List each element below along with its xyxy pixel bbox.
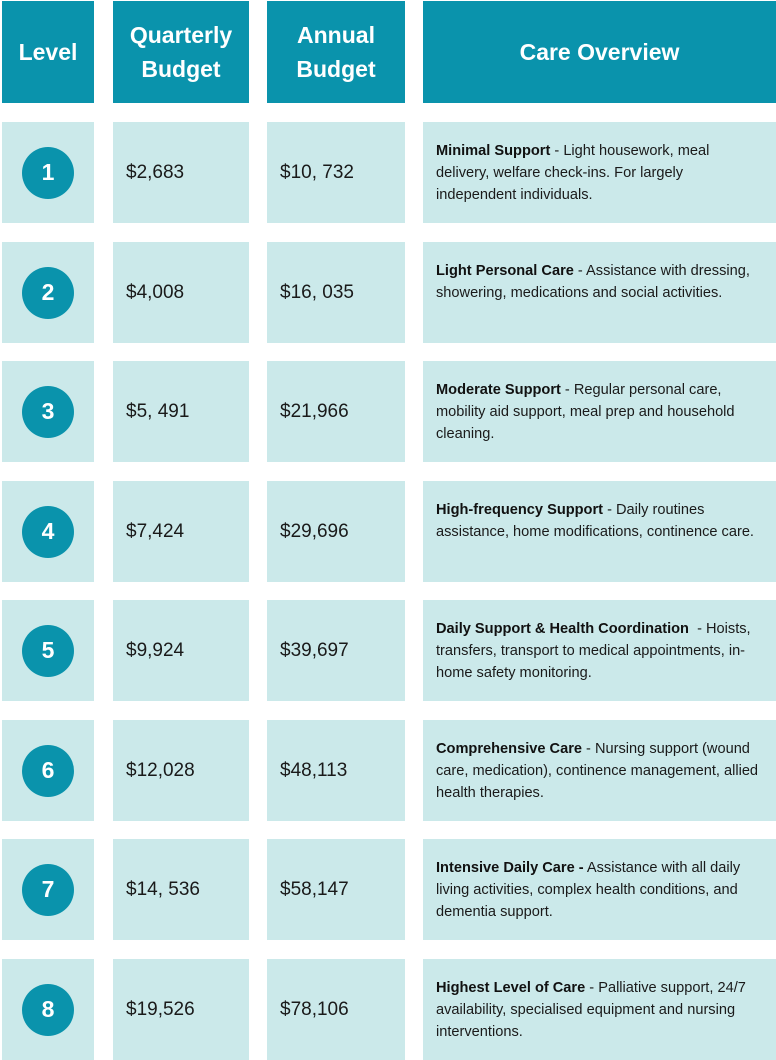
- care-overview-separator: -: [560, 382, 574, 398]
- care-overview-title: High-frequency Support: [436, 502, 604, 518]
- care-overview-cell: [423, 361, 776, 462]
- annual-budget-value: $39,697: [280, 639, 349, 661]
- quarterly-budget-cell: [113, 839, 249, 940]
- annual-budget-cell: [267, 720, 405, 821]
- annual-budget-value: $78,106: [280, 998, 349, 1020]
- level-badge: 3: [22, 386, 74, 438]
- header-overview-label: Care Overview: [519, 39, 680, 65]
- level-badge: 6: [22, 745, 74, 797]
- annual-budget-value: $10, 732: [280, 161, 354, 183]
- level-cell: [2, 839, 94, 940]
- level-badge: 7: [22, 864, 74, 916]
- care-overview-text: Hoists, transfers, transport to medical appointments, in-home safety monitoring.: [436, 621, 751, 681]
- level-cell: [2, 242, 94, 343]
- annual-budget-value: $29,696: [280, 520, 349, 542]
- header-quarterly-label: [130, 18, 232, 86]
- level-cell: [2, 959, 94, 1060]
- care-overview-cell: [423, 242, 776, 343]
- care-overview-title: Moderate Support: [436, 382, 561, 398]
- care-overview-text: Palliative support, 24/7 availability, specialised equipment and nursing interventions.: [436, 980, 746, 1040]
- care-overview-cell: [423, 720, 776, 821]
- header-annual-line2: Budget: [296, 56, 376, 82]
- quarterly-budget-value: $7,424: [126, 520, 185, 542]
- quarterly-budget-cell: [113, 600, 249, 701]
- annual-budget-cell: [267, 122, 405, 223]
- header-level-label: Level: [18, 39, 78, 65]
- annual-budget-cell: [267, 481, 405, 582]
- care-overview-cell: [423, 959, 776, 1060]
- care-overview-title: Daily Support & Health Coordination: [436, 621, 689, 637]
- annual-budget-cell: [267, 361, 405, 462]
- care-overview-text: Regular personal care, mobility aid support, meal prep and household cleaning.: [436, 382, 735, 442]
- care-overview-text: Light housework, meal delivery, welfare check-ins. For largely independent individuals.: [436, 143, 710, 203]
- quarterly-budget-value: $12,028: [126, 759, 195, 781]
- care-overview-cell: [423, 839, 776, 940]
- level-badge: 4: [22, 506, 74, 558]
- header-level: [2, 1, 94, 103]
- level-cell: [2, 720, 94, 821]
- header-care-overview: [423, 1, 776, 103]
- care-overview-separator: -: [603, 502, 617, 518]
- quarterly-budget-value: $14, 536: [126, 878, 200, 900]
- care-overview-cell: [423, 481, 776, 582]
- care-overview-cell: [423, 122, 776, 223]
- annual-budget-value: $58,147: [280, 878, 349, 900]
- care-overview-separator: -: [585, 980, 599, 996]
- level-cell: [2, 361, 94, 462]
- level-badge: 1: [22, 147, 74, 199]
- level-cell: [2, 122, 94, 223]
- quarterly-budget-cell: [113, 959, 249, 1060]
- annual-budget-cell: [267, 839, 405, 940]
- header-quarterly-budget: [113, 1, 249, 103]
- quarterly-budget-cell: [113, 242, 249, 343]
- care-overview-separator: -: [550, 143, 564, 159]
- care-overview-text: Assistance with dressing, showering, medications and social activities.: [436, 263, 750, 301]
- level-badge: 5: [22, 625, 74, 677]
- quarterly-budget-value: $4,008: [126, 281, 185, 303]
- care-overview-text: Assistance with all daily living activities, complex health conditions, and dementia support.: [436, 860, 741, 920]
- quarterly-budget-cell: [113, 361, 249, 462]
- annual-budget-value: $16, 035: [280, 281, 354, 303]
- quarterly-budget-cell: [113, 481, 249, 582]
- care-overview-title: Highest Level of Care: [436, 980, 586, 996]
- care-overview-separator: -: [582, 741, 595, 757]
- header-annual-budget: [267, 1, 405, 103]
- annual-budget-cell: [267, 959, 405, 1060]
- care-overview-text: Nursing support (wound care, medication), continence management, allied health therapies.: [436, 741, 759, 801]
- annual-budget-cell: [267, 242, 405, 343]
- annual-budget-cell: [267, 600, 405, 701]
- header-quarterly-line2: Budget: [141, 56, 221, 82]
- care-overview-separator: -: [688, 621, 706, 637]
- care-overview-title: Minimal Support: [436, 143, 551, 159]
- care-overview-title: Light Personal Care: [436, 263, 574, 279]
- care-overview-title: Comprehensive Care: [436, 741, 582, 757]
- header-annual-label: [296, 18, 375, 86]
- annual-budget-value: $21,966: [280, 400, 349, 422]
- quarterly-budget-cell: [113, 720, 249, 821]
- quarterly-budget-value: $2,683: [126, 161, 185, 183]
- quarterly-budget-value: $19,526: [126, 998, 195, 1020]
- header-quarterly-line1: Quarterly: [129, 22, 233, 48]
- header-annual-line1: Annual: [297, 22, 375, 48]
- care-overview-text: Daily routines assistance, home modifications, continence care.: [436, 502, 754, 540]
- care-overview-separator: -: [573, 263, 587, 279]
- care-overview-title: Intensive Daily Care -: [436, 860, 584, 876]
- level-badge: 8: [22, 984, 74, 1036]
- quarterly-budget-value: $5, 491: [126, 400, 190, 422]
- level-cell: [2, 481, 94, 582]
- quarterly-budget-value: $9,924: [126, 639, 185, 661]
- level-badge: 2: [22, 267, 74, 319]
- level-cell: [2, 600, 94, 701]
- care-overview-cell: [423, 600, 776, 701]
- quarterly-budget-cell: [113, 122, 249, 223]
- annual-budget-value: $48,113: [280, 759, 348, 781]
